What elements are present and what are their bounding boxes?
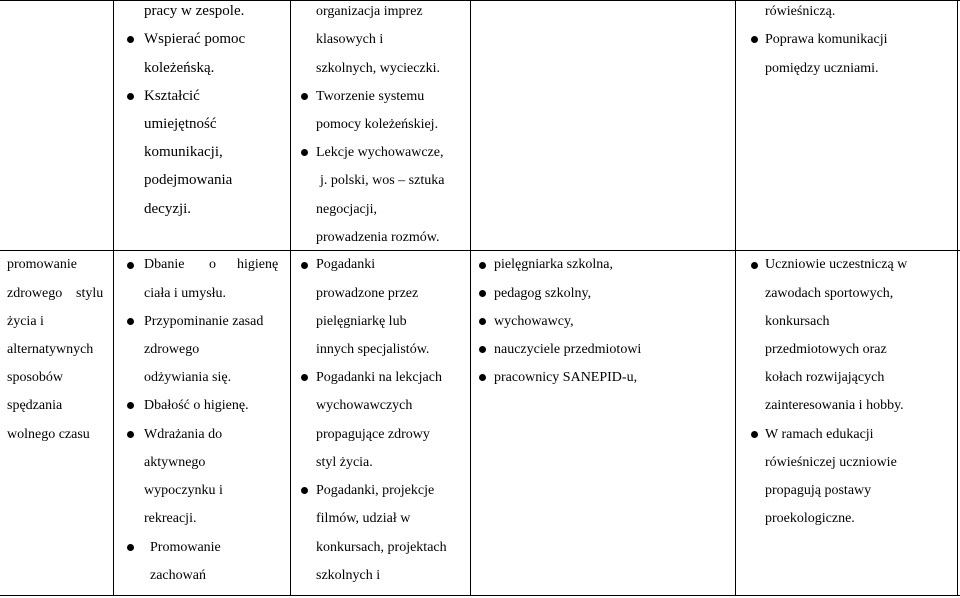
cell-text: przedmiotowych oraz xyxy=(765,342,887,357)
cell-text: pielęgniarkę lub xyxy=(316,314,407,329)
cell-text: pielęgniarka szkolna, xyxy=(494,257,613,272)
bullet-icon xyxy=(301,149,308,156)
cell-text: rekreacji. xyxy=(144,511,197,526)
cell-text: spędzania xyxy=(7,398,63,413)
cell-text: rówieśniczą. xyxy=(765,4,836,19)
cell-text: stylu xyxy=(76,286,104,301)
cell-text: podejmowania xyxy=(144,172,233,188)
cell-text: pomiędzy uczniami. xyxy=(765,61,879,76)
cell-text: filmów, udział w xyxy=(316,511,411,526)
bullet-icon xyxy=(479,262,486,269)
cell-text: negocjacji, xyxy=(316,202,378,217)
cell-text: proekologiczne. xyxy=(765,511,855,526)
cell-text: Wspierać pomoc xyxy=(144,31,246,47)
cell-text: Lekcje wychowawcze, xyxy=(316,145,444,160)
bullet-icon xyxy=(301,374,308,381)
cell-text: odżywiania się. xyxy=(144,370,232,385)
cell-text: Pogadanki xyxy=(316,257,376,272)
cell-text: alternatywnych xyxy=(7,342,94,357)
bullet-icon xyxy=(751,36,758,43)
cell-text: decyzji. xyxy=(144,201,192,217)
cell-text: kołach rozwijających xyxy=(765,370,885,385)
cell-text: ciała i umysłu. xyxy=(144,286,227,301)
bullet-icon xyxy=(301,93,308,100)
cell-text: Przypominanie zasad xyxy=(144,314,264,329)
cell-text: Kształcić xyxy=(144,88,200,104)
cell-text: komunikacji, xyxy=(144,144,223,160)
cell-text: pomocy koleżeńskiej. xyxy=(316,117,439,132)
column-divider xyxy=(290,0,291,596)
cell-text: zdrowego xyxy=(7,286,63,301)
cell-text: zainteresowania i hobby. xyxy=(765,398,904,413)
bullet-icon xyxy=(751,262,758,269)
bullet-icon xyxy=(127,402,134,409)
cell-text: konkursach xyxy=(765,314,830,329)
cell-text: Wdrażania do xyxy=(144,427,223,442)
cell-text: promowanie xyxy=(7,257,77,272)
table-right-border xyxy=(957,0,958,596)
cell-text: koleżeńską. xyxy=(144,60,215,76)
cell-text: organizacja imprez xyxy=(316,4,423,19)
bullet-icon xyxy=(479,318,486,325)
cell-text: prowadzone przez xyxy=(316,286,419,301)
bullet-icon xyxy=(127,318,134,325)
bullet-icon xyxy=(127,262,134,269)
cell-text: Dbanie xyxy=(144,257,185,272)
bullet-icon xyxy=(479,290,486,297)
column-divider xyxy=(735,0,736,596)
cell-text: propagują postawy xyxy=(765,483,872,498)
cell-text: nauczyciele przedmiotowi xyxy=(494,342,642,357)
cell-text: Promowanie xyxy=(150,540,221,555)
cell-text: prowadzenia rozmów. xyxy=(316,230,440,245)
cell-text: pracownicy SANEPID-u, xyxy=(494,370,638,385)
cell-text: Pogadanki na lekcjach xyxy=(316,370,442,385)
cell-text: umiejętność xyxy=(144,116,217,132)
cell-text: propagujące zdrowy xyxy=(316,427,430,442)
bullet-icon xyxy=(479,374,486,381)
cell-text: szkolnych i xyxy=(316,568,381,583)
cell-text: wypoczynku i xyxy=(144,483,223,498)
cell-text: życia i xyxy=(7,314,44,329)
cell-text: W ramach edukacji xyxy=(765,427,874,442)
column-divider xyxy=(113,0,114,596)
cell-text: o xyxy=(209,257,216,272)
bullet-icon xyxy=(127,431,134,438)
cell-text: Uczniowie uczestniczą w xyxy=(765,257,908,272)
cell-text: zachowań xyxy=(150,568,206,583)
bullet-icon xyxy=(127,36,134,43)
cell-text: Pogadanki, projekcje xyxy=(316,483,435,498)
cell-text: pedagog szkolny, xyxy=(494,286,592,301)
bullet-icon xyxy=(301,487,308,494)
bullet-icon xyxy=(301,262,308,269)
row-divider xyxy=(0,250,960,251)
cell-text: szkolnych, wycieczki. xyxy=(316,61,441,76)
cell-text: Dbałość o higienę. xyxy=(144,398,249,413)
cell-text: sposobów xyxy=(7,370,64,385)
table-bottom-border xyxy=(0,595,960,596)
cell-text: zdrowego xyxy=(144,342,200,357)
column-divider xyxy=(470,0,471,596)
bullet-icon xyxy=(751,431,758,438)
table-top-border xyxy=(0,0,960,1)
cell-text: wychowawcy, xyxy=(494,314,574,329)
bullet-icon xyxy=(127,93,134,100)
bullet-icon xyxy=(479,346,486,353)
cell-text: innych specjalistów. xyxy=(316,342,430,357)
cell-text: pracy w zespole. xyxy=(144,3,245,19)
cell-text: konkursach, projektach xyxy=(316,540,447,555)
cell-text: Poprawa komunikacji xyxy=(765,32,888,47)
cell-text: j. polski, wos – sztuka xyxy=(320,173,445,188)
cell-text: wolnego czasu xyxy=(7,427,90,442)
bullet-icon xyxy=(127,544,134,551)
cell-text: zawodach sportowych, xyxy=(765,286,894,301)
cell-text: klasowych i xyxy=(316,32,384,47)
cell-text: aktywnego xyxy=(144,455,206,470)
cell-text: higienę xyxy=(237,257,279,272)
cell-text: styl życia. xyxy=(316,455,373,470)
cell-text: wychowawczych xyxy=(316,398,413,413)
cell-text: Tworzenie systemu xyxy=(316,89,425,104)
cell-text: rówieśniczej uczniowie xyxy=(765,455,897,470)
